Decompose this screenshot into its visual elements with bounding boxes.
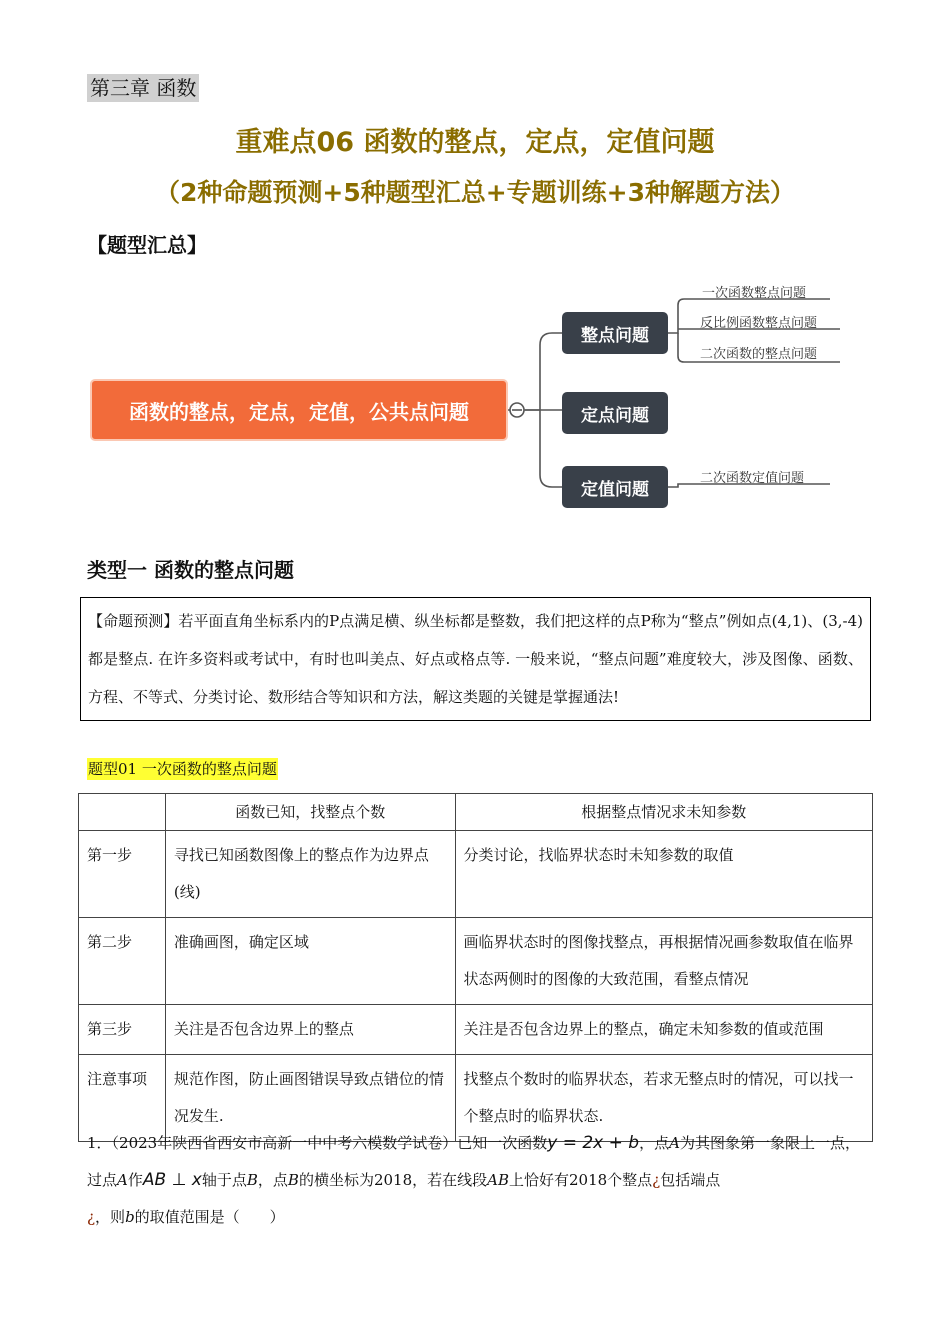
question-source: （2023年陕西省西安市高新一中中考六模数学试卷） — [111, 1134, 458, 1152]
point-label: B — [246, 1171, 258, 1189]
question-text: 的取值范围是（ ） — [134, 1208, 285, 1226]
question-text: ，则 — [95, 1208, 126, 1226]
chapter-label: 第三章 函数 — [87, 74, 199, 102]
table-cell: 准确画图，确定区域 — [165, 918, 455, 1005]
mindmap-leaf: 二次函数的整点问题 — [700, 347, 818, 362]
question-text: 作 — [127, 1171, 143, 1189]
point-label: A — [669, 1134, 680, 1152]
point-label: A — [117, 1171, 128, 1189]
table-row — [79, 918, 873, 1005]
table-cell: 找整点个数时的临界状态，若求无整点时的情况，可以找一个整点时的临界状态. — [455, 1055, 872, 1142]
document-subtitle: （2种命题预测+5种题型汇总+专题训练+3种解题方法） — [154, 178, 796, 207]
mindmap-root: 函数的整点，定点，定值，公共点问题 — [90, 379, 508, 441]
table-header-cell — [79, 794, 166, 831]
table-header-row — [79, 794, 873, 831]
steps-table — [78, 793, 873, 1142]
table-row — [79, 831, 873, 918]
mindmap-node-integer-points: 整点问题 — [562, 312, 668, 354]
table-header-cell: 函数已知，找整点个数 — [165, 794, 455, 831]
variable-label: b — [125, 1208, 135, 1226]
table-cell: 分类讨论，找临界状态时未知参数的取值 — [455, 831, 872, 918]
type-heading: 类型一 函数的整点问题 — [87, 558, 294, 582]
point-label: B — [287, 1171, 299, 1189]
table-cell: 第二步 — [79, 918, 166, 1005]
question-text: 为其图象第一象限上一点，过点 — [87, 1134, 860, 1189]
mindmap-node-fixed-values: 定值问题 — [562, 466, 668, 508]
table-cell: 注意事项 — [79, 1055, 166, 1142]
table-cell: 规范作图，防止画图错误导致点错位的情况发生. — [165, 1055, 455, 1142]
question-text: ，点 — [639, 1134, 670, 1152]
question-text: 的横坐标为2018，若在线段 — [298, 1171, 488, 1189]
question-text: ，点 — [257, 1171, 288, 1189]
prediction-box: 【命题预测】若平面直角坐标系内的P点满足横、纵坐标都是整数，我们把这样的点P称为“整点”例如点(4,1)、(3,-4)都是整点. 在许多资料或考试中，有时也叫美点、好点或格点等. 一般来说，“整点问题”难度较大，涉及图像、函数、方程、不等式、分类讨论、数形结合等知识和方法，解这类题的关键是掌握通法! — [80, 597, 871, 721]
mindmap-node-fixed-points: 定点问题 — [562, 392, 668, 434]
mindmap-leaf: 反比例函数整点问题 — [700, 316, 818, 331]
question-text: 轴于点 — [201, 1171, 247, 1189]
question-number: 1． — [87, 1134, 112, 1152]
table-row — [79, 1005, 873, 1055]
mindmap-connectors — [0, 0, 950, 540]
mindmap-leaf: 一次函数整点问题 — [702, 286, 807, 301]
section-heading: 【题型汇总】 — [87, 233, 207, 257]
question-text: 上恰好有2018个整点 — [508, 1171, 653, 1189]
odd-char: ¿ — [87, 1208, 96, 1226]
document-title: 重难点06 函数的整点，定点，定值问题 — [235, 127, 715, 158]
question-1 — [87, 1125, 867, 1236]
question-text: 包括端点 — [660, 1171, 721, 1189]
table-cell: 关注是否包含边界上的整点，确定未知参数的值或范围 — [455, 1005, 872, 1055]
table-cell: 第三步 — [79, 1005, 166, 1055]
table-cell: 画临界状态时的图像找整点，再根据情况画参数取值在临界状态两侧时的图像的大致范围，看整点情况 — [455, 918, 872, 1005]
segment-label: AB — [487, 1171, 509, 1189]
formula: y = 2x + b — [547, 1133, 640, 1153]
table-cell: 关注是否包含边界上的整点 — [165, 1005, 455, 1055]
table-cell: 第一步 — [79, 831, 166, 918]
table-header-cell: 根据整点情况求未知参数 — [455, 794, 872, 831]
formula: AB ⊥ x — [142, 1170, 202, 1190]
table-cell: 寻找已知函数图像上的整点作为边界点(线) — [165, 831, 455, 918]
subtype-highlight: 题型01 一次函数的整点问题 — [88, 760, 277, 778]
mindmap-leaf: 二次函数定值问题 — [700, 471, 805, 486]
odd-char: ¿ — [652, 1171, 661, 1189]
question-text: 已知一次函数 — [457, 1134, 548, 1152]
